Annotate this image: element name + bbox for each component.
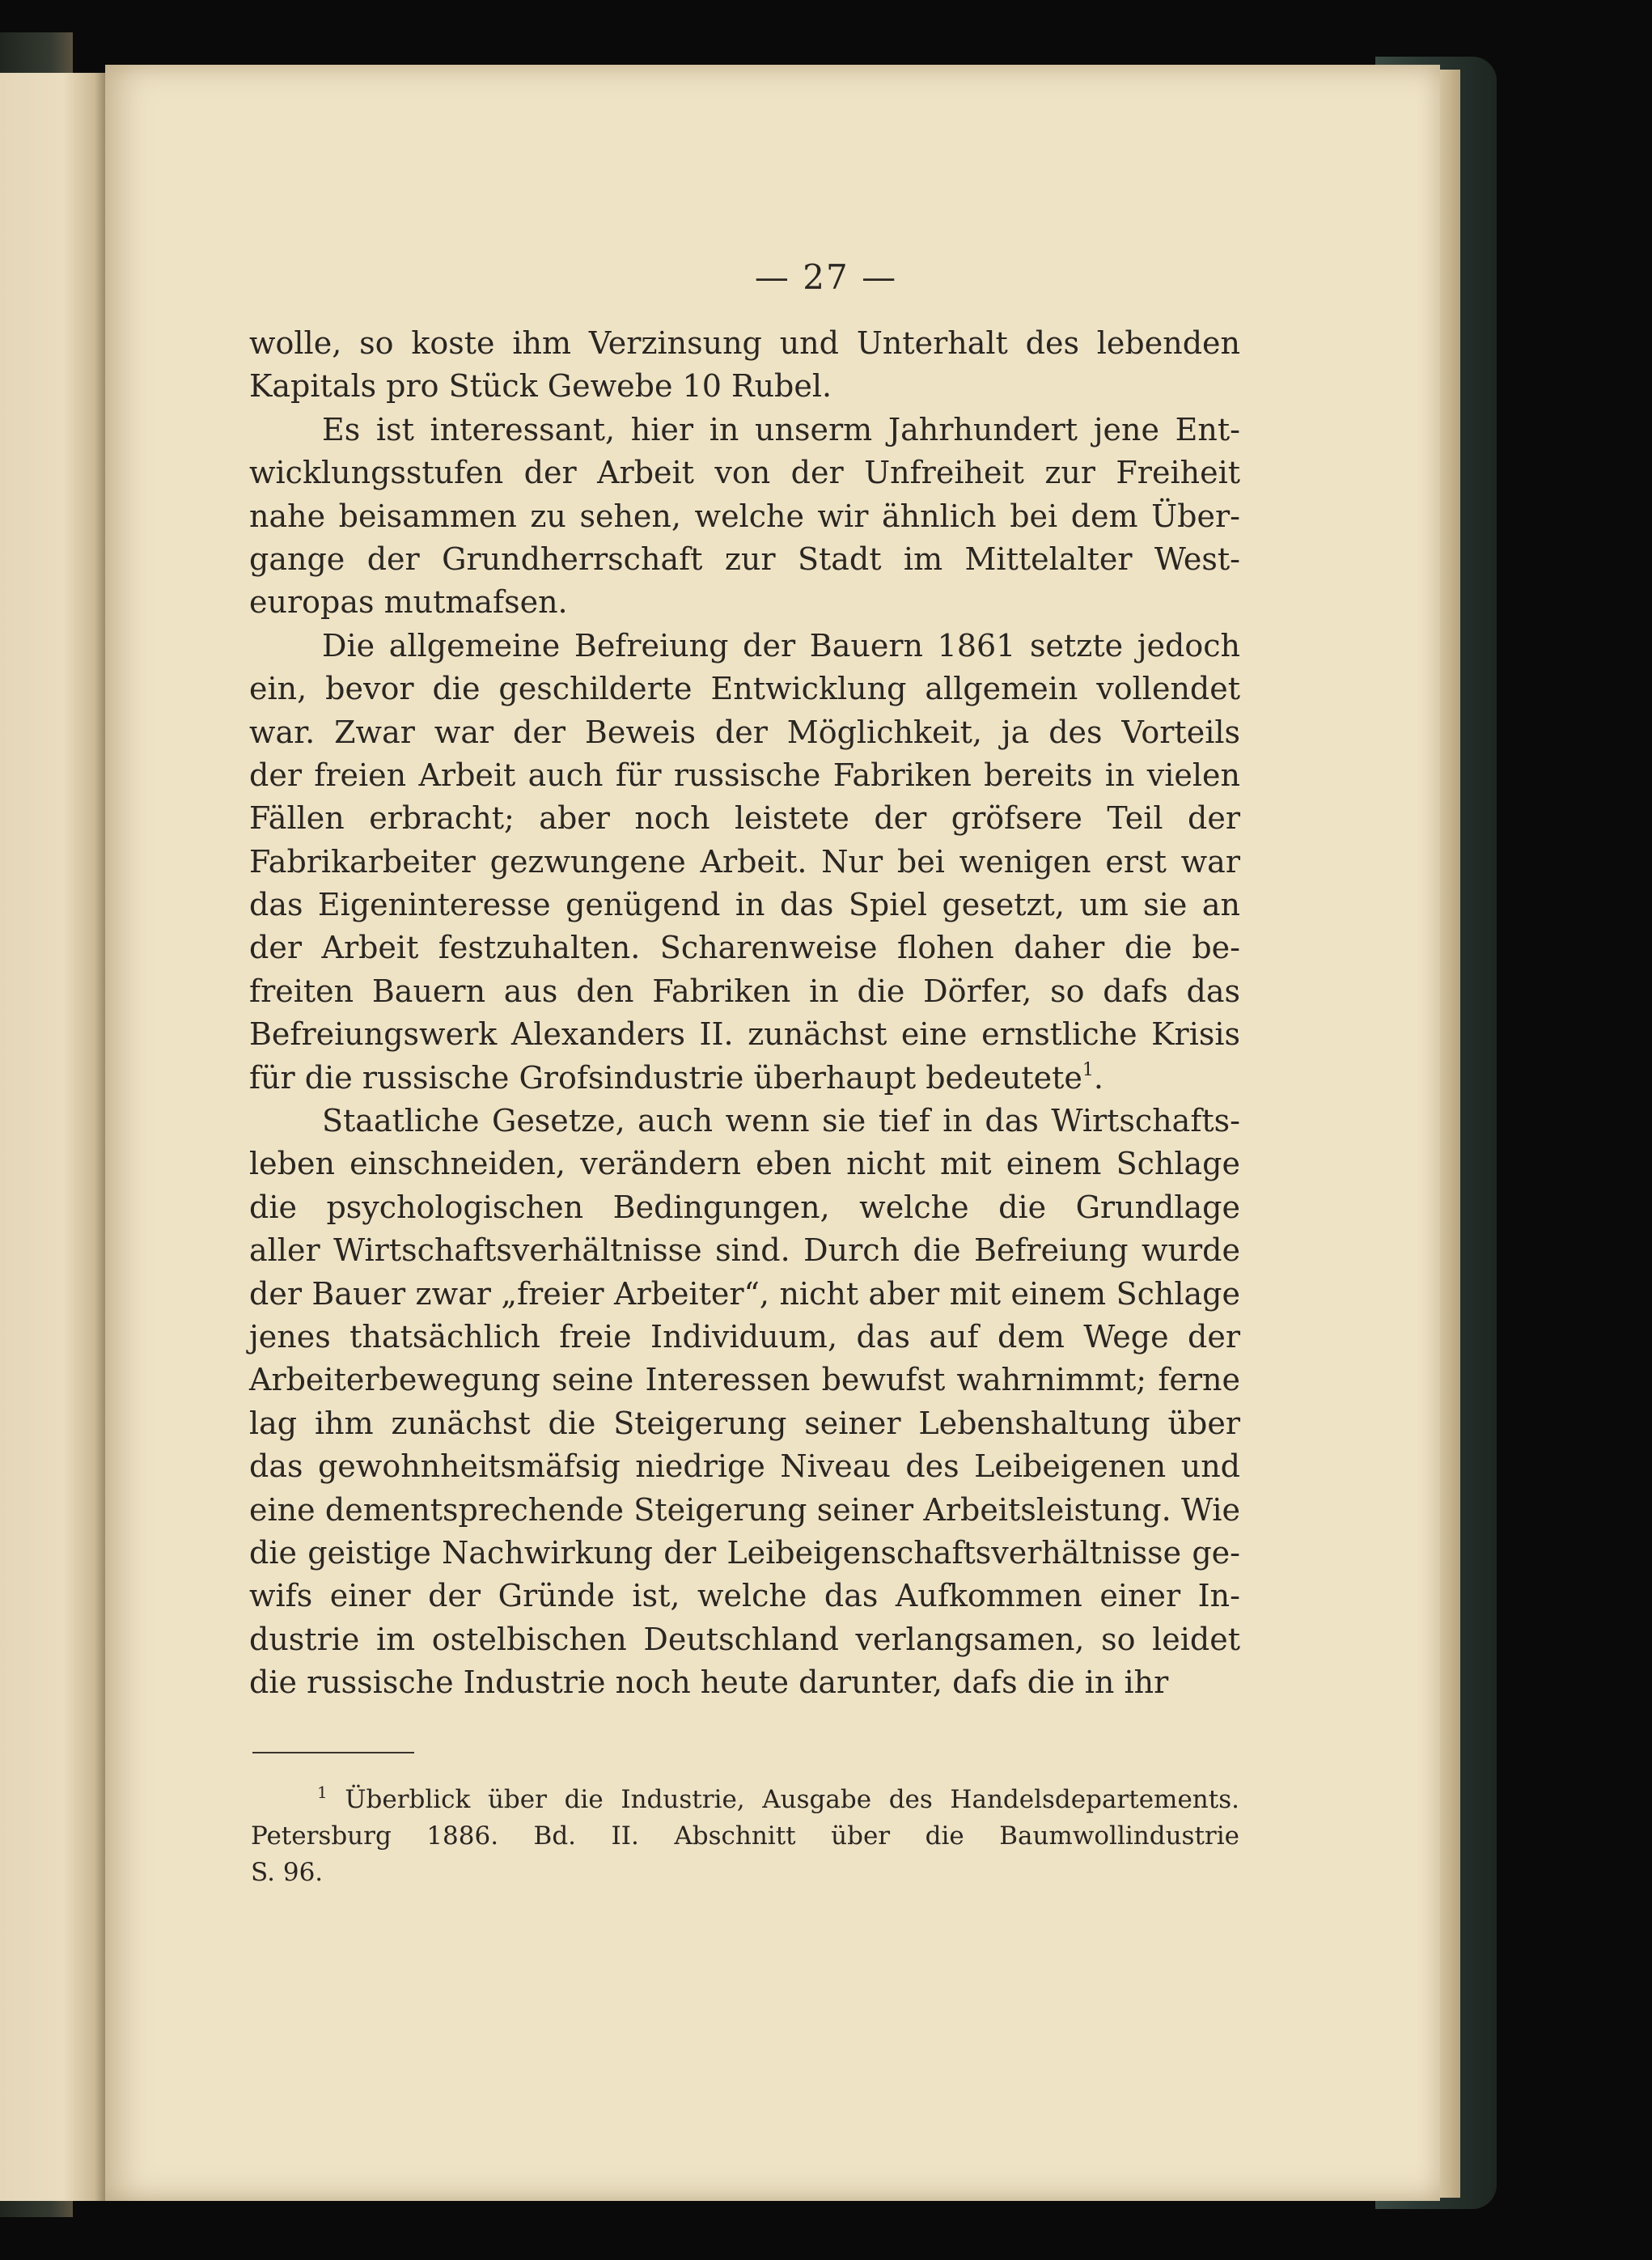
- text-line: der Bauer zwar „freier Arbeiter“, nicht aber mit einem Schlage: [249, 1275, 1240, 1312]
- text-line: aller Wirtschaftsverhältnisse sind. Durch die Befreiung wurde: [249, 1232, 1240, 1269]
- text-line: Kapitals pro Stück Gewebe 10 Rubel.: [249, 368, 832, 405]
- footnote-line: S. 96.: [251, 1858, 324, 1887]
- text-line: das Eigeninteresse genügend in das Spiel gesetzt, um sie an: [249, 887, 1240, 923]
- paragraph: [249, 625, 1240, 1100]
- footnote-reference: 1: [1082, 1059, 1094, 1080]
- trailing-punctuation: .: [1093, 1059, 1103, 1096]
- text-line: das gewohnheitsmäfsig niedrige Niveau des Leibeigenen und: [249, 1448, 1240, 1485]
- text-line: die russische Industrie noch heute darunter, dafs die in ihr: [249, 1664, 1169, 1701]
- text-line: der freien Arbeit auch für russische Fabriken bereits in vielen: [249, 757, 1240, 793]
- text-line: Staatliche Gesetze, auch wenn sie tief in das Wirtschafts-: [322, 1103, 1240, 1139]
- text-line: Fabrikarbeiter gezwungene Arbeit. Nur bei wenigen erst war: [249, 843, 1240, 880]
- text-line: gange der Grundherrschaft zur Stadt im Mittelalter West-: [249, 541, 1240, 577]
- text-line: wicklungsstufen der Arbeit von der Unfreiheit zur Freiheit: [249, 455, 1240, 491]
- text-line: Befreiungswerk Alexanders II. zunächst eine ernstliche Krisis: [249, 1016, 1240, 1053]
- text-line: war. Zwar war der Beweis der Möglichkeit, ja des Vorteils: [249, 714, 1240, 750]
- text-line: Arbeiterbewegung seine Interessen bewufst wahrnimmt; ferne: [249, 1362, 1240, 1398]
- paragraph: [249, 409, 1240, 625]
- text-line: die psychologischen Bedingungen, welche die Grundlage: [249, 1189, 1240, 1225]
- text-line: freiten Bauern aus den Fabriken in die Dörfer, so dafs das: [249, 973, 1240, 1009]
- page-number: — 27 —: [754, 257, 898, 297]
- text-line: dustrie im ostelbischen Deutschland verlangsamen, so leidet: [249, 1621, 1240, 1657]
- text-line: wifs einer der Gründe ist, welche das Aufkommen einer In-: [249, 1578, 1240, 1614]
- text-line: der Arbeit festzuhalten. Scharenweise flohen daher die be-: [249, 930, 1240, 966]
- paragraph: [249, 1100, 1240, 1704]
- text-line: Fällen erbracht; aber noch leistete der gröfsere Teil der: [249, 800, 1240, 837]
- text-line: leben einschneiden, verändern eben nicht mit einem Schlage: [249, 1146, 1240, 1182]
- footnote: [251, 1782, 1239, 1891]
- footnote-line: [251, 1782, 1239, 1818]
- paragraph: [249, 322, 1240, 409]
- text-line: die geistige Nachwirkung der Leibeigenschaftsverhältnisse ge-: [249, 1534, 1240, 1571]
- text-line: wolle, so koste ihm Verzinsung und Unterhalt des lebenden: [249, 325, 1240, 361]
- footnote-marker: 1: [317, 1783, 328, 1802]
- text-line: jenes thatsächlich freie Individuum, das auf dem Wege der: [249, 1318, 1240, 1355]
- text-line: für die russische Grofsindustrie überhaupt bedeutete$^1$.: [249, 1059, 1103, 1096]
- footnote-rule: [252, 1752, 414, 1753]
- text-line: Die allgemeine Befreiung der Bauern 1861 setzte jedoch: [322, 627, 1240, 664]
- text-line: europas mutmafsen.: [249, 584, 568, 621]
- footnote-text: Überblick über die Industrie, Ausgabe des Handelsdepartements.: [327, 1785, 1239, 1814]
- text-line: lag ihm zunächst die Steigerung seiner Lebenshaltung über: [249, 1405, 1240, 1441]
- text-line: eine dementsprechende Steigerung seiner Arbeitsleistung. Wie: [249, 1491, 1240, 1528]
- body-text: [249, 322, 1240, 1705]
- text-line: nahe beisammen zu sehen, welche wir ähnlich bei dem Über-: [249, 498, 1240, 534]
- left-page-edge: [0, 73, 105, 2201]
- text-line: ein, bevor die geschilderte Entwicklung allgemein vollendet: [249, 671, 1240, 707]
- footnote-line: Petersburg 1886. Bd. II. Abschnitt über die Baumwollindustrie: [251, 1821, 1239, 1851]
- text-line: Es ist interessant, hier in unserm Jahrhundert jene Ent-: [322, 411, 1240, 447]
